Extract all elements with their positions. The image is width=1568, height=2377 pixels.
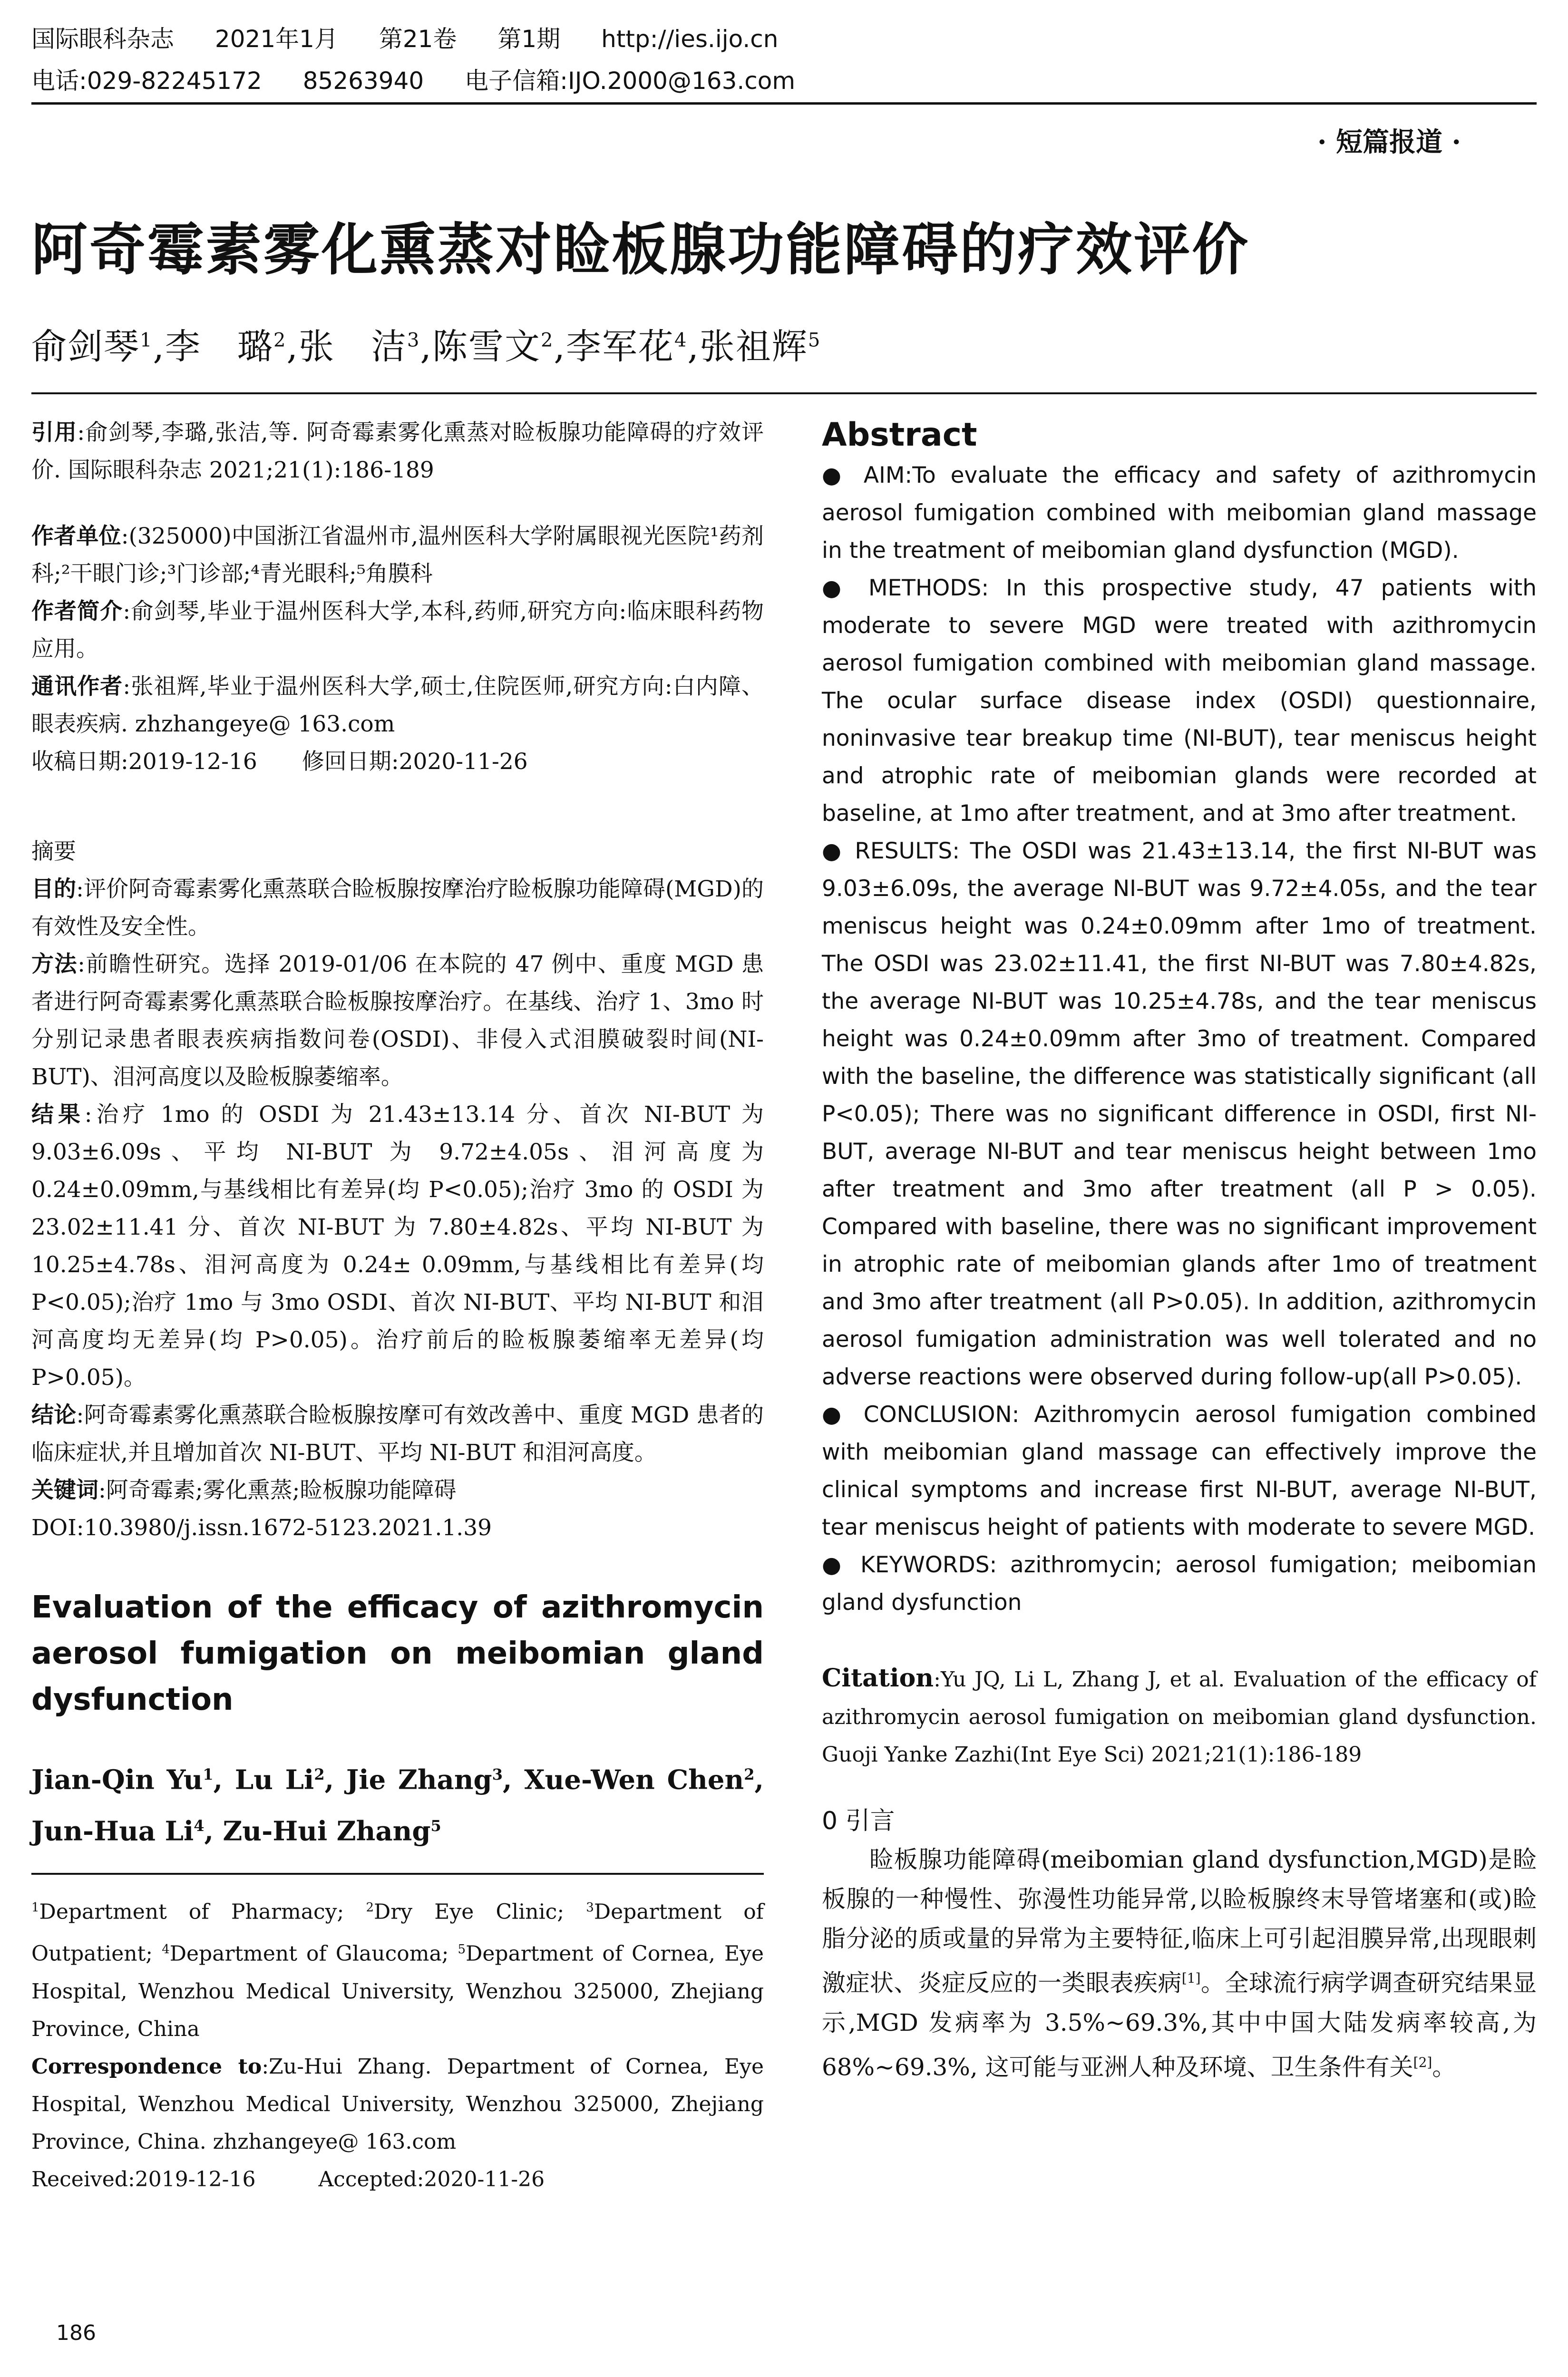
author-unit: 作者单位:(325000)中国浙江省温州市,温州医科大学附属眼视光医院¹药剂科;²干眼门诊;³门诊部;⁴青光眼科;⁵角膜科: [31, 523, 764, 587]
page-number: 186: [56, 2321, 96, 2345]
english-authors: Jian-Qin Yu$^1$, Lu Li$^2$, Jie Zhang$^3$, Xue-Wen Chen$^2$, Jun-Hua Li$^4$, Zu-Hui Zhang$^5$: [31, 1764, 764, 1847]
author-en-affiliation-mark: 2: [314, 1765, 325, 1783]
author-en: Lu Li: [234, 1764, 314, 1796]
author-cn-affiliation-mark: 5: [808, 329, 821, 351]
abstract-en-methods: ● METHODS: In this prospective study, 47 patients with moderate to severe MGD were treated with azithromycin aerosol fumigation combined with meibomian gland massage. The ocular surface disease index (OSDI) questionnaire, noninvasive tear breakup time (NI-BUT), tear meniscus height and atrophic rate of meibomian glands were recorded at baseline, at 1mo after treatment, and at 3mo after treatment.: [822, 575, 1537, 827]
author-en-affiliation-mark: 1: [203, 1765, 214, 1783]
author-cn-affiliation-mark: 4: [674, 329, 688, 351]
authors-cn: 俞剑琴$^1$,李 璐$^2$,张 洁$^3$,陈雪文$^2$,李军花$^4$,张祖辉$^5$: [31, 326, 821, 367]
abstract-en-aim: ● AIM:To evaluate the efficacy and safety of azithromycin aerosol fumigation combined with meibomian gland massage in the treatment of meibomian gland dysfunction (MGD).: [822, 462, 1537, 564]
author-cn-affiliation-mark: 2: [273, 329, 287, 351]
english-title: Evaluation of the efficacy of azithromycin aerosol fumigation on meibomian gland dysfunction: [31, 1590, 764, 1717]
journal-email: 电子信箱:IJO.2000@163.com: [465, 67, 796, 95]
abstract-en-heading: Abstract: [822, 416, 977, 454]
header-rule: [31, 102, 1537, 105]
author-cn: 张祖辉: [699, 326, 808, 367]
author-cn: 俞剑琴: [31, 326, 140, 367]
journal-name: 国际眼科杂志: [31, 25, 174, 53]
journal-header-line2: [31, 66, 828, 96]
abstract-cn-heading: 摘要: [31, 838, 76, 865]
keywords-cn: 关键词:阿奇霉素;雾化熏蒸;睑板腺功能障碍: [31, 1477, 457, 1503]
received-accepted-en: Received:2019-12-16 Accepted:2020-11-26: [31, 2167, 545, 2192]
author-en-affiliation-mark: 5: [430, 1816, 441, 1835]
abstract-en-conclusion: ● CONCLUSION: Azithromycin aerosol fumigation combined with meibomian gland massage can effectively improve the clinical symptoms and increase first NI-BUT, average NI-BUT, tear meniscus height of patients with moderate to severe MGD.: [822, 1402, 1537, 1540]
author-cn-affiliation-mark: 1: [140, 329, 153, 351]
volume: 第21卷: [379, 25, 457, 53]
corresponding-author: 通讯作者:张祖辉,毕业于温州医科大学,硕士,住院医师,研究方向:白内障、眼表疾病. zhzhangeye@ 163.com: [31, 673, 764, 737]
intro-heading: 0 引言: [822, 1807, 895, 1835]
title-rule: [31, 392, 1537, 394]
left-column: [31, 414, 764, 2198]
journal-url[interactable]: http://ies.ijo.cn: [601, 25, 779, 53]
journal-header-line1: [31, 24, 811, 54]
section-tag: · 短篇报道 ·: [1317, 127, 1461, 158]
right-column: [822, 414, 1537, 2087]
ref-2-link[interactable]: [2]: [1413, 2054, 1432, 2070]
received-dates: 收稿日期:2019-12-16 修回日期:2020-11-26: [31, 749, 528, 775]
doi: DOI:10.3980/j.issn.1672-5123.2021.1.39: [31, 1515, 492, 1541]
author-en-affiliation-mark: 4: [194, 1816, 205, 1835]
author-en: Jun-Hua Li: [31, 1815, 194, 1847]
abstract-en-results: ● RESULTS: The OSDI was 21.43±13.14, the first NI-BUT was 9.03±6.09s, the average NI-BUT was 9.72±4.05s, and the tear meniscus height was 0.24±0.09mm after 1mo of treatment. The OSDI was 23.02±11.41, the first NI-BUT was 7.80±4.82s, the average NI-BUT was 10.25±4.78s, and the tear meniscus height was 0.24±0.09mm after 3mo of treatment. Compared with the baseline, the difference was statistically significant (all P<0.05); There was no significant difference in OSDI, first NI-BUT, average NI-BUT and tear meniscus height between 1mo after treatment and 3mo after treatment (all P > 0.05). Compared with baseline, there was no significant improvement in atrophic rate of meibomian glands after 1mo of treatment and 3mo after treatment (all P>0.05). In addition, azithromycin aerosol fumigation administration was well tolerated and no adverse reactions were observed during follow-up(all P>0.05).: [822, 838, 1537, 1390]
author-en: Jie Zhang: [346, 1764, 492, 1796]
cite-cn: 引用:俞剑琴,李璐,张洁,等. 阿奇霉素雾化熏蒸对睑板腺功能障碍的疗效评价. 国际眼科杂志 2021;21(1):186-189: [31, 419, 764, 483]
author-bio: 作者简介:俞剑琴,毕业于温州医科大学,本科,药师,研究方向:临床眼科药物应用。: [31, 598, 764, 662]
author-rule: [31, 1873, 764, 1875]
author-cn-affiliation-mark: 3: [407, 329, 420, 351]
author-cn: 李 璐: [165, 326, 273, 367]
author-cn-affiliation-mark: 2: [540, 329, 554, 351]
author-en: Jian-Qin Yu: [31, 1764, 203, 1796]
journal-phone: 电话:029-82245172: [31, 67, 262, 95]
abstract-method: 方法:前瞻性研究。选择 2019-01/06 在本院的 47 例中、重度 MGD 患者进行阿奇霉素雾化熏蒸联合睑板腺按摩治疗。在基线、治疗 1、3mo 时分别记录患者眼表疾病指数问卷(OSDI)、非侵入式泪膜破裂时间(NI-BUT)、泪河高度以及睑板腺萎缩率。: [31, 951, 764, 1090]
author-cn: 李军花: [565, 326, 674, 367]
abstract-aim: 目的:评价阿奇霉素雾化熏蒸联合睑板腺按摩治疗睑板腺功能障碍(MGD)的有效性及安全性。: [31, 876, 764, 940]
intro-paragraph: 睑板腺功能障碍(meibomian gland dysfunction,MGD)是睑板腺的一种慢性、弥漫性功能异常,以睑板腺终末导管堵塞和(或)睑脂分泌的质或量的异常为主要特征,临床上可引起泪膜异常,出现眼刺激症状、炎症反应的一类眼表疾病[1]。全球流行病学调查研究结果显示,MGD 发病率为 3.5%~69.3%,其中中国大陆发病率较高,为68%~69.3%, 这可能与亚洲人种及环境、卫生条件有关[2]。: [822, 1846, 1537, 2081]
author-cn: 张 洁: [298, 326, 407, 367]
author-en-affiliation-mark: 2: [744, 1765, 755, 1783]
affiliations-en: $^1$Department of Pharmacy; $^2$Dry Eye Clinic; $^3$Department of Outpatient; $^4$Department of Glaucoma; $^5$Department of Cornea, Eye Hospital, Wenzhou Medical University, Wenzhou 325000, Zhejiang Province, China: [31, 1900, 764, 2041]
author-en-affiliation-mark: 3: [492, 1765, 503, 1783]
page-title: 阿奇霉素雾化熏蒸对睑板腺功能障碍的疗效评价: [31, 217, 1250, 283]
correspondence-en: Correspondence to:Zu-Hui Zhang. Department of Cornea, Eye Hospital, Wenzhou Medical University, Wenzhou 325000, Zhejiang Province, China. zhzhangeye@ 163.com: [31, 2054, 764, 2154]
author-en: Xue-Wen Chen: [524, 1764, 744, 1796]
abstract-en-keywords: ● KEYWORDS: azithromycin; aerosol fumigation; meibomian gland dysfunction: [822, 1552, 1537, 1616]
issue-number: 第1期: [497, 25, 561, 53]
abstract-result: 结果:治疗 1mo 的 OSDI 为 21.43±13.14 分、首次 NI-BUT 为 9.03±6.09s、平均 NI-BUT 为 9.72±4.05s、泪河高度为 0.24±0.09mm,与基线相比有差异(均 P<0.05);治疗 3mo 的 OSDI 为 23.02±11.41 分、首次 NI-BUT 为 7.80±4.82s、平均 NI-BUT 为 10.25±4.78s、泪河高度为 0.24± 0.09mm,与基线相比有差异(均 P<0.05);治疗 1mo 与 3mo OSDI、首次 NI-BUT、平均 NI-BUT 和泪河高度均无差异(均 P>0.05)。治疗前后的睑板腺萎缩率无差异(均 P>0.05)。: [31, 1101, 764, 1391]
journal-phone2: 85263940: [302, 67, 424, 95]
citation-en: Citation:Yu JQ, Li L, Zhang J, et al. Evaluation of the efficacy of azithromycin aerosol fumigation on meibomian gland dysfunction. Guoji Yanke Zazhi(Int Eye Sci) 2021;21(1):186-189: [822, 1664, 1537, 1767]
ref-1-link[interactable]: [1]: [1181, 1970, 1201, 1986]
author-en: Zu-Hui Zhang: [223, 1815, 431, 1847]
author-cn: 陈雪文: [432, 326, 541, 367]
abstract-conclusion: 结论:阿奇霉素雾化熏蒸联合睑板腺按摩可有效改善中、重度 MGD 患者的临床症状,并且增加首次 NI-BUT、平均 NI-BUT 和泪河高度。: [31, 1402, 764, 1466]
issue-date: 2021年1月: [214, 25, 338, 53]
